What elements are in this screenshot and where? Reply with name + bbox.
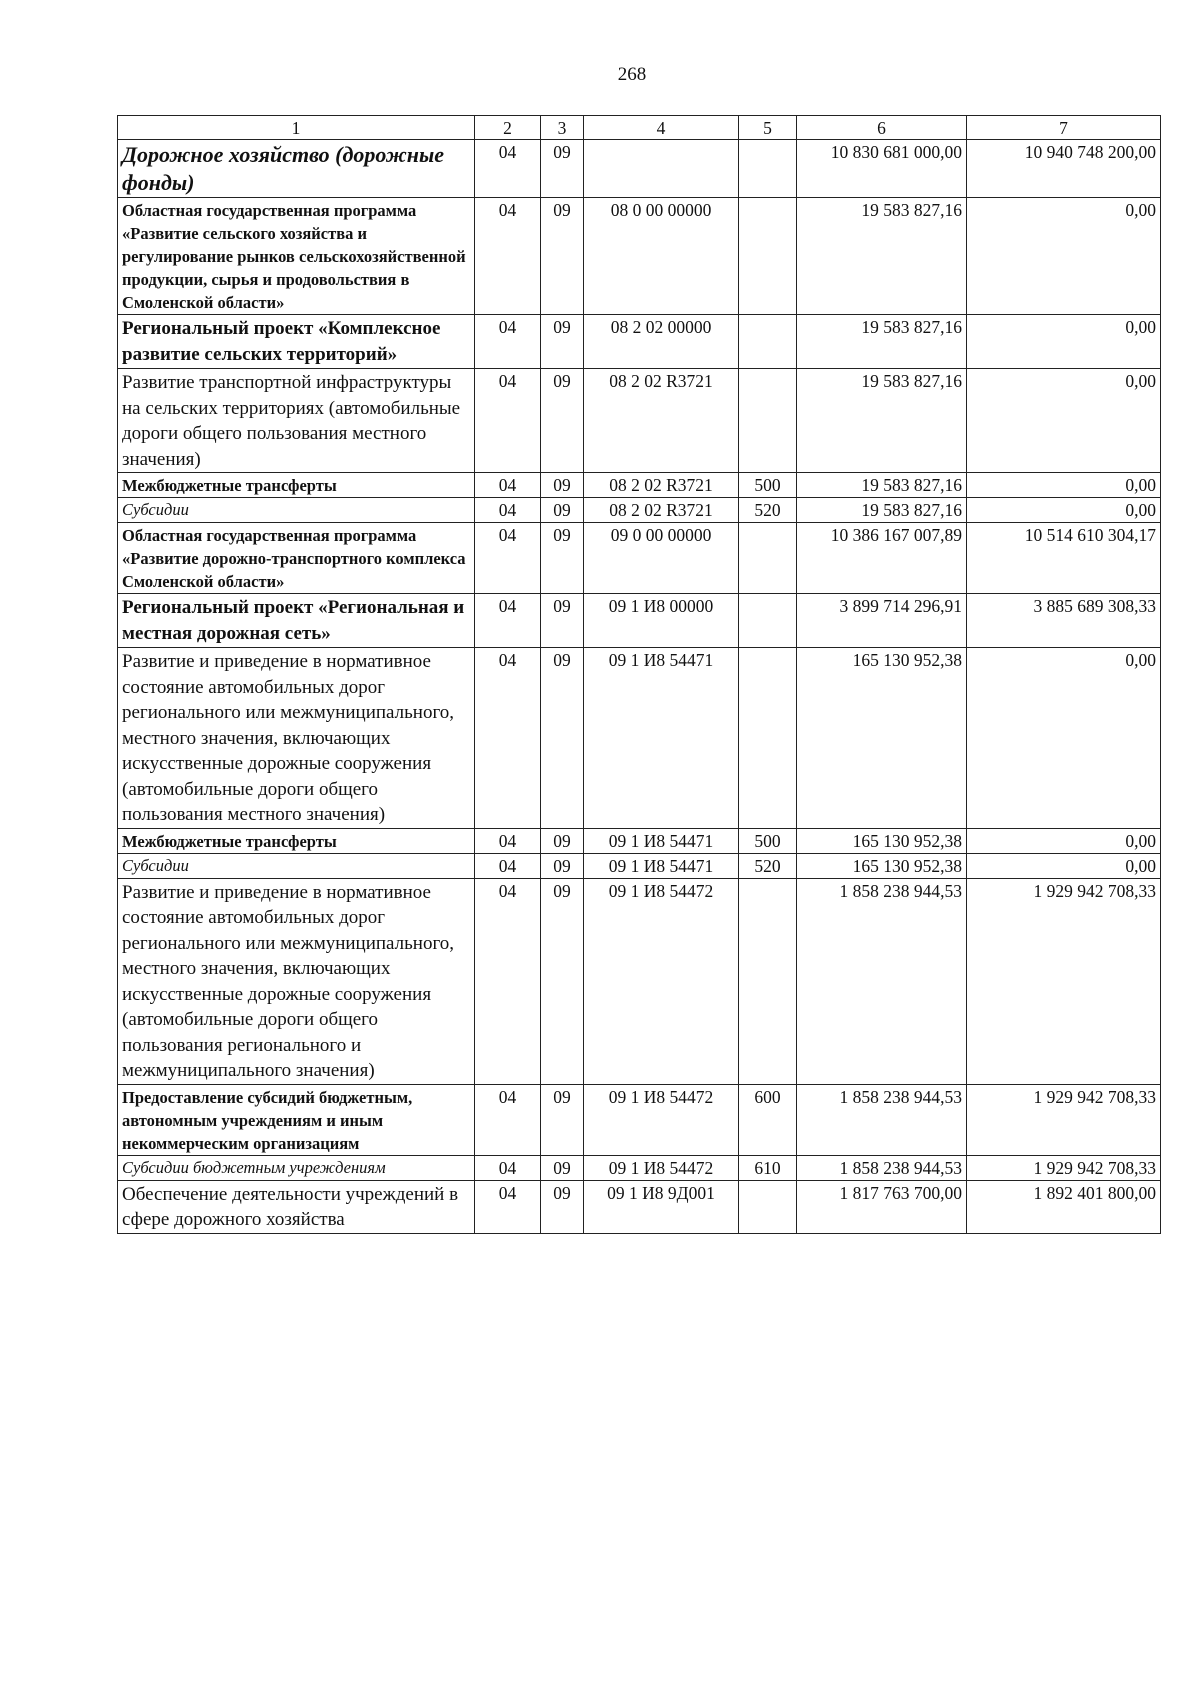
header-row: [118, 116, 1161, 140]
amount-year1-cell: 19 583 827,16: [797, 315, 967, 369]
amount-year1-cell: 19 583 827,16: [797, 369, 967, 473]
row-name-cell: Региональный проект «Комплексное развитие сельских территорий»: [118, 315, 475, 369]
target-article-cell: 08 2 02 R3721: [584, 498, 739, 523]
subsection-code-cell: 09: [541, 1084, 584, 1155]
section-code-cell: 04: [475, 315, 541, 369]
amount-year2-cell: 1 929 942 708,33: [967, 1155, 1161, 1180]
header-cell: 5: [739, 116, 797, 140]
amount-year2-cell: 10 514 610 304,17: [967, 523, 1161, 594]
expense-type-cell: [739, 369, 797, 473]
table-row: [118, 523, 1161, 594]
section-code-cell: 04: [475, 140, 541, 198]
row-name-cell: Областная государственная программа «Развитие дорожно-транспортного комплекса Смоленской области»: [118, 523, 475, 594]
amount-year2-cell: 0,00: [967, 315, 1161, 369]
table-row: [118, 315, 1161, 369]
target-article-cell: 09 1 И8 54471: [584, 853, 739, 878]
amount-year1-cell: 19 583 827,16: [797, 498, 967, 523]
table-row: [118, 594, 1161, 648]
header-cell: 6: [797, 116, 967, 140]
expense-type-cell: [739, 523, 797, 594]
amount-year2-cell: 3 885 689 308,33: [967, 594, 1161, 648]
amount-year1-cell: 19 583 827,16: [797, 473, 967, 498]
amount-year2-cell: 1 929 942 708,33: [967, 1084, 1161, 1155]
row-name-cell: Региональный проект «Региональная и местная дорожная сеть»: [118, 594, 475, 648]
target-article-cell: 09 1 И8 54471: [584, 648, 739, 829]
amount-year2-cell: 10 940 748 200,00: [967, 140, 1161, 198]
header-cell: 3: [541, 116, 584, 140]
row-name-cell: Межбюджетные трансферты: [118, 473, 475, 498]
section-code-cell: 04: [475, 473, 541, 498]
expense-type-cell: 500: [739, 473, 797, 498]
section-code-cell: 04: [475, 828, 541, 853]
section-code-cell: 04: [475, 648, 541, 829]
expense-type-cell: 520: [739, 498, 797, 523]
amount-year1-cell: 1 817 763 700,00: [797, 1180, 967, 1233]
expense-type-cell: 500: [739, 828, 797, 853]
header-cell: 7: [967, 116, 1161, 140]
target-article-cell: 09 1 И8 9Д001: [584, 1180, 739, 1233]
table-row: [118, 1084, 1161, 1155]
row-name-cell: Обеспечение деятельности учреждений в сфере дорожного хозяйства: [118, 1180, 475, 1233]
table-row: [118, 198, 1161, 315]
target-article-cell: 08 2 02 R3721: [584, 369, 739, 473]
row-name-cell: Субсидии: [118, 498, 475, 523]
row-name-cell: Развитие и приведение в нормативное состояние автомобильных дорог регионального или межмуниципального, местного значения, включающих искусственные дорожные сооружения (автомобильные дороги общего пользования местного значения): [118, 648, 475, 829]
amount-year1-cell: 1 858 238 944,53: [797, 1084, 967, 1155]
subsection-code-cell: 09: [541, 523, 584, 594]
expense-type-cell: [739, 315, 797, 369]
subsection-code-cell: 09: [541, 315, 584, 369]
table-row: [118, 140, 1161, 198]
target-article-cell: 09 1 И8 54471: [584, 828, 739, 853]
subsection-code-cell: 09: [541, 853, 584, 878]
amount-year1-cell: 3 899 714 296,91: [797, 594, 967, 648]
subsection-code-cell: 09: [541, 828, 584, 853]
amount-year2-cell: 0,00: [967, 853, 1161, 878]
target-article-cell: 08 2 02 R3721: [584, 473, 739, 498]
expense-type-cell: 520: [739, 853, 797, 878]
amount-year2-cell: 0,00: [967, 648, 1161, 829]
amount-year1-cell: 165 130 952,38: [797, 648, 967, 829]
target-article-cell: 09 0 00 00000: [584, 523, 739, 594]
target-article-cell: 09 1 И8 54472: [584, 1155, 739, 1180]
expense-type-cell: 600: [739, 1084, 797, 1155]
expense-type-cell: 610: [739, 1155, 797, 1180]
row-name-cell: Развитие транспортной инфраструктуры на сельских территориях (автомобильные дороги общего пользования местного значения): [118, 369, 475, 473]
row-name-cell: Предоставление субсидий бюджетным, автономным учреждениям и иным некоммерческим организациям: [118, 1084, 475, 1155]
section-code-cell: 04: [475, 1084, 541, 1155]
table-body: [118, 116, 1161, 1234]
amount-year1-cell: 165 130 952,38: [797, 828, 967, 853]
amount-year1-cell: 10 830 681 000,00: [797, 140, 967, 198]
row-name-cell: Развитие и приведение в нормативное состояние автомобильных дорог регионального или межмуниципального, местного значения, включающих искусственные дорожные сооружения (автомобильные дороги общего пользования регионального и межмуниципального значения): [118, 878, 475, 1084]
section-code-cell: 04: [475, 369, 541, 473]
target-article-cell: 09 1 И8 54472: [584, 878, 739, 1084]
row-name-cell: Областная государственная программа «Развитие сельского хозяйства и регулирование рынков сельскохозяйственной продукции, сырья и продовольствия в Смоленской области»: [118, 198, 475, 315]
subsection-code-cell: 09: [541, 594, 584, 648]
expense-type-cell: [739, 878, 797, 1084]
target-article-cell: 08 2 02 00000: [584, 315, 739, 369]
row-name-cell: Субсидии бюджетным учреждениям: [118, 1155, 475, 1180]
subsection-code-cell: 09: [541, 498, 584, 523]
table-row: [118, 498, 1161, 523]
amount-year1-cell: 1 858 238 944,53: [797, 1155, 967, 1180]
table-row: [118, 1180, 1161, 1233]
table-row: [118, 369, 1161, 473]
expense-type-cell: [739, 198, 797, 315]
subsection-code-cell: 09: [541, 140, 584, 198]
row-name-cell: Субсидии: [118, 853, 475, 878]
section-code-cell: 04: [475, 878, 541, 1084]
target-article-cell: [584, 140, 739, 198]
amount-year2-cell: 0,00: [967, 828, 1161, 853]
section-code-cell: 04: [475, 594, 541, 648]
expense-type-cell: [739, 594, 797, 648]
subsection-code-cell: 09: [541, 198, 584, 315]
expense-type-cell: [739, 648, 797, 829]
subsection-code-cell: 09: [541, 369, 584, 473]
subsection-code-cell: 09: [541, 648, 584, 829]
amount-year1-cell: 10 386 167 007,89: [797, 523, 967, 594]
section-code-cell: 04: [475, 523, 541, 594]
section-code-cell: 04: [475, 1155, 541, 1180]
expense-type-cell: [739, 140, 797, 198]
table-row: [118, 828, 1161, 853]
section-code-cell: 04: [475, 853, 541, 878]
target-article-cell: 08 0 00 00000: [584, 198, 739, 315]
table-row: [118, 1155, 1161, 1180]
amount-year2-cell: 0,00: [967, 198, 1161, 315]
header-cell: 2: [475, 116, 541, 140]
amount-year1-cell: 1 858 238 944,53: [797, 878, 967, 1084]
amount-year2-cell: 0,00: [967, 498, 1161, 523]
section-code-cell: 04: [475, 498, 541, 523]
amount-year2-cell: 1 892 401 800,00: [967, 1180, 1161, 1233]
amount-year2-cell: 1 929 942 708,33: [967, 878, 1161, 1084]
budget-table: [117, 115, 1161, 1234]
amount-year2-cell: 0,00: [967, 473, 1161, 498]
target-article-cell: 09 1 И8 54472: [584, 1084, 739, 1155]
subsection-code-cell: 09: [541, 1155, 584, 1180]
row-name-cell: Дорожное хозяйство (дорожные фонды): [118, 140, 475, 198]
target-article-cell: 09 1 И8 00000: [584, 594, 739, 648]
page-number: 268: [617, 64, 647, 85]
table-row: [118, 878, 1161, 1084]
table-row: [118, 853, 1161, 878]
header-cell: 1: [118, 116, 475, 140]
amount-year1-cell: 165 130 952,38: [797, 853, 967, 878]
row-name-cell: Межбюджетные трансферты: [118, 828, 475, 853]
subsection-code-cell: 09: [541, 473, 584, 498]
subsection-code-cell: 09: [541, 1180, 584, 1233]
amount-year2-cell: 0,00: [967, 369, 1161, 473]
section-code-cell: 04: [475, 198, 541, 315]
subsection-code-cell: 09: [541, 878, 584, 1084]
header-cell: 4: [584, 116, 739, 140]
expense-type-cell: [739, 1180, 797, 1233]
amount-year1-cell: 19 583 827,16: [797, 198, 967, 315]
table-row: [118, 648, 1161, 829]
section-code-cell: 04: [475, 1180, 541, 1233]
table-row: [118, 473, 1161, 498]
